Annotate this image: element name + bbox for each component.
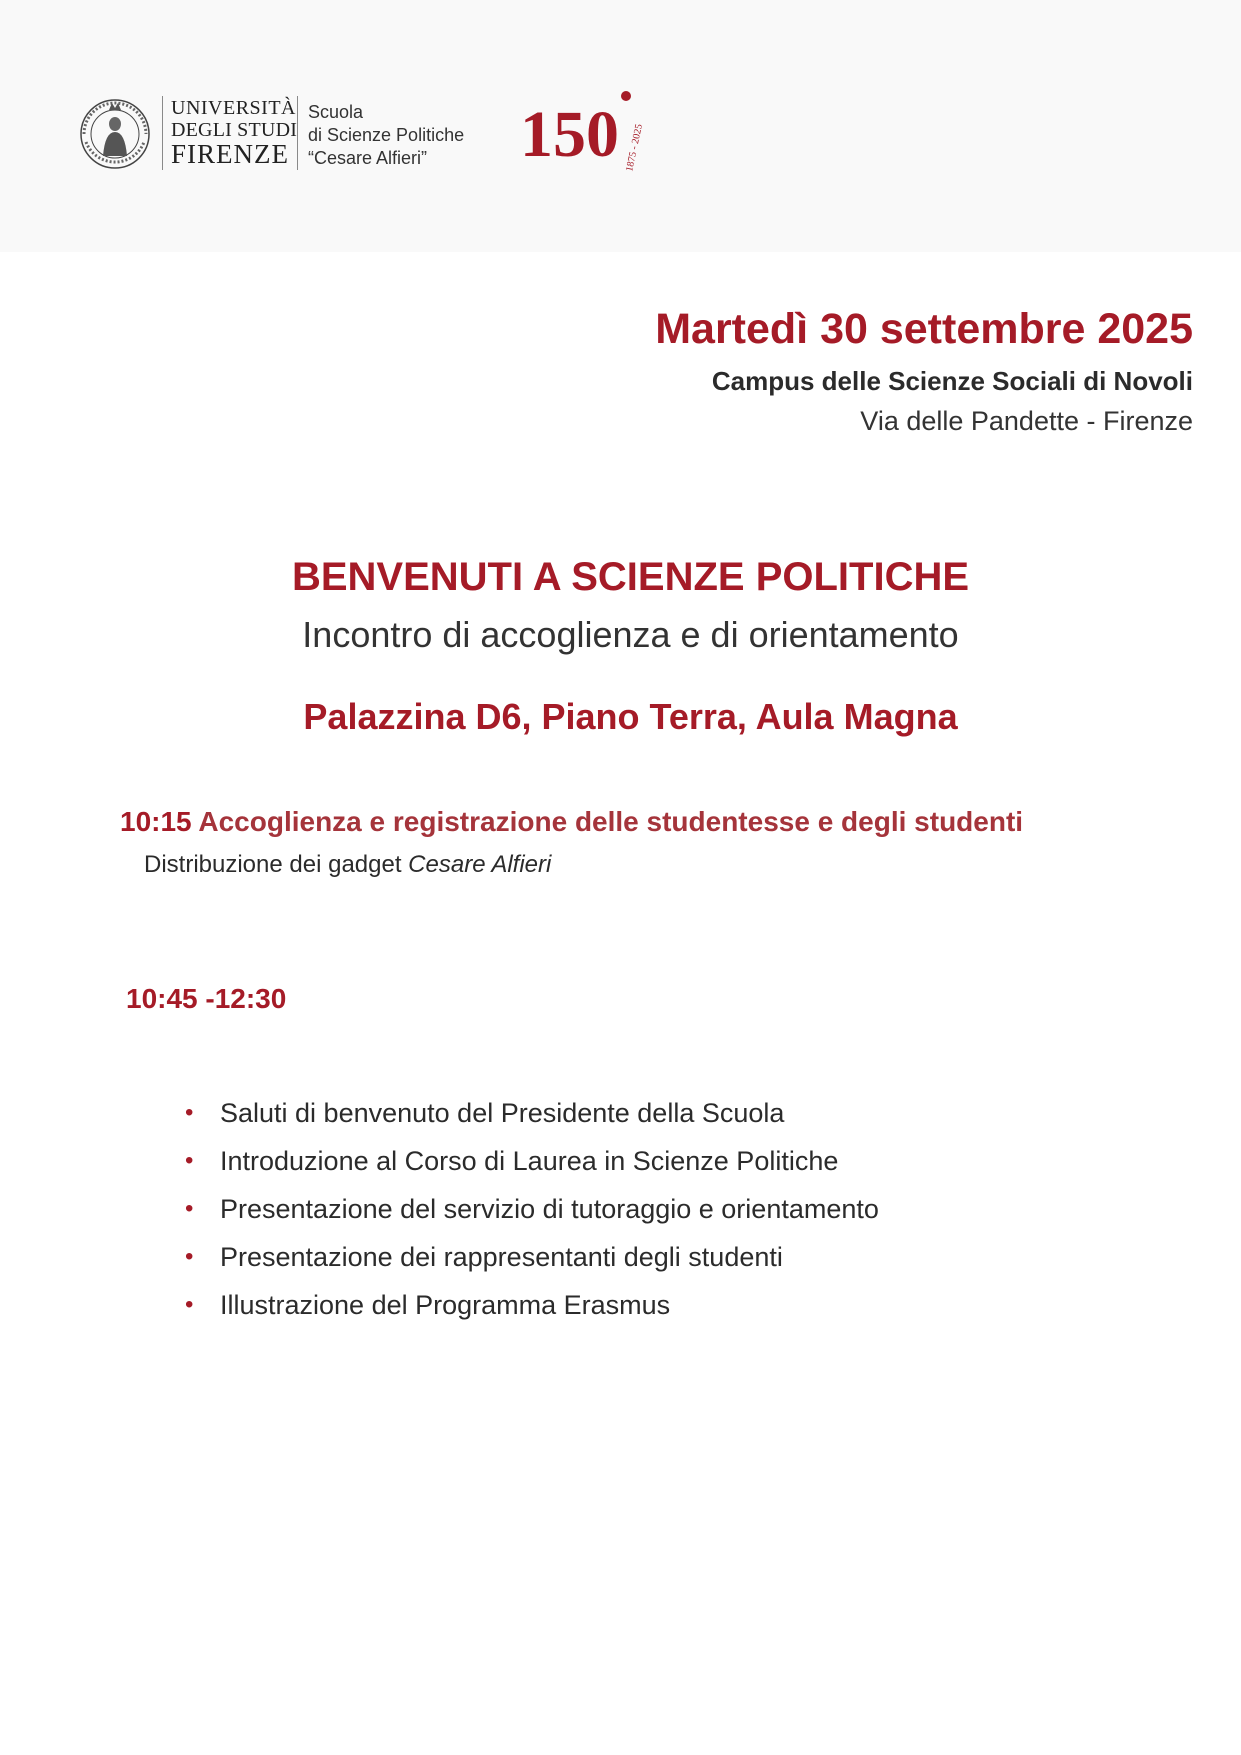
list-item-text: Illustrazione del Programma Erasmus (220, 1290, 671, 1320)
bullet-icon: • (185, 1243, 194, 1270)
bullet-icon: • (185, 1147, 194, 1174)
agenda-time: 10:15 (120, 806, 192, 837)
list-item-text: Presentazione del servizio di tutoraggio e orientamento (220, 1194, 879, 1224)
list-item (180, 1096, 879, 1144)
bullet-icon: • (185, 1291, 194, 1318)
school-name-line2: di Scienze Politiche (308, 125, 465, 145)
list-item (180, 1192, 879, 1240)
list-item (180, 1288, 879, 1336)
subtitle: Incontro di accoglienza e di orientamento (302, 614, 959, 655)
school-name-line3: “Cesare Alfieri” (308, 148, 428, 168)
list-item-text: Introduzione al Corso di Laurea in Scienze Politiche (220, 1146, 839, 1176)
event-date: Martedì 30 settembre 2025 (655, 305, 1193, 353)
agenda-time-2: 10:45 -12:30 (126, 983, 287, 1014)
main-title: BENVENUTI A SCIENZE POLITICHE (291, 555, 970, 599)
logo-divider (297, 96, 298, 170)
university-name-line2: DEGLI STUDI (171, 119, 298, 141)
logo-divider (162, 96, 163, 170)
school-name-line1: Scuola (308, 102, 364, 122)
agenda-note-text: Distribuzione dei gadget (144, 851, 402, 878)
university-seal-icon (78, 92, 152, 176)
university-name (171, 98, 297, 168)
list-item-text: Presentazione dei rappresentanti degli studenti (220, 1242, 783, 1272)
bullet-icon: • (185, 1195, 194, 1222)
agenda-item-1 (120, 806, 1023, 838)
school-name (308, 101, 464, 170)
agenda-list (180, 1096, 879, 1336)
agenda-title: Accoglienza e registrazione delle studentesse e degli studenti (198, 806, 1024, 837)
agenda-note (144, 851, 551, 879)
list-item (180, 1144, 879, 1192)
event-info (655, 304, 1193, 437)
anniversary-dot (621, 91, 631, 101)
list-item-text: Saluti di benvenuto del Presidente della Scuola (220, 1098, 785, 1128)
bullet-icon: • (185, 1099, 194, 1126)
university-name-line1: UNIVERSITÀ (171, 97, 296, 119)
anniversary-150-logo (518, 84, 648, 190)
header-band (0, 0, 1241, 252)
list-item (180, 1240, 879, 1288)
anniversary-years: 1875 - 2025 (624, 123, 645, 173)
anniversary-number: 150 (520, 98, 619, 171)
agenda-note-italic: Cesare Alfieri (408, 851, 552, 878)
event-address: Via delle Pandette - Firenze (860, 406, 1193, 436)
event-venue: Campus delle Scienze Sociali di Novoli (711, 366, 1193, 396)
university-name-line3: FIRENZE (171, 139, 289, 169)
event-location: Palazzina D6, Piano Terra, Aula Magna (303, 696, 958, 737)
